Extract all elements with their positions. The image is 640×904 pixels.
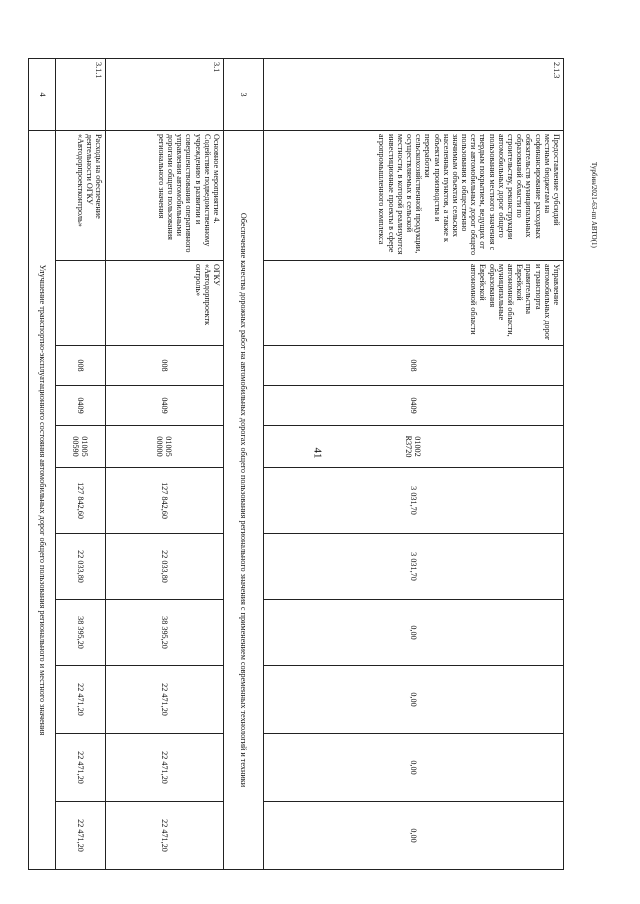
measure-name: Расходы на обеспечение деятельности ОГКУ «Автодорпроектконтроль» xyxy=(55,130,105,260)
rzpr-code: 0409 xyxy=(105,385,223,425)
measure-name: Предоставление субсидий местным бюджетам на софинансирование расходных обязательств муниципальных образований области по строительству, реконструкции автомобильных дорог общего пользования местного значения с твердым покрытием, ведущих от сети автомобильных дорог общего пользования к общественно значимым объектам сельских населенных пунктов, а также к объектам производства и переработки сельскохозяйственной продукции, осуществляемых в сельской местности, в которой реализуются инвестиционные проекты в сфере агропромышленного комплекса xyxy=(263,130,563,260)
table-row-3-1-1 xyxy=(55,58,106,870)
grbs-code: 008 xyxy=(263,345,563,385)
year-3-amount: 0,00 xyxy=(263,665,563,733)
rzpr-code: 0409 xyxy=(263,385,563,425)
grbs-code: 008 xyxy=(55,345,105,385)
section-title: Улучшение транспортно-эксплуатационного состояния автомобильных дорог общего пользования регионального и местного значения xyxy=(29,130,55,870)
csr-code: 01005 00000 xyxy=(105,425,223,467)
csr-code: 01005 00590 xyxy=(55,425,105,467)
year-4-amount: 0,00 xyxy=(263,733,563,801)
table-row-3-1 xyxy=(105,58,224,870)
year-5-amount: 22 471,20 xyxy=(105,801,223,870)
year-2-amount: 38 395,20 xyxy=(55,599,105,665)
year-1-amount: 22 033,80 xyxy=(105,533,223,599)
document-footer: Турбин/2021-63-пп АВТО(1) xyxy=(590,162,598,248)
executor: Управление автомобильных дорог и транспорта правительства Еврейской автономной области, муниципальные образования Еврейской автономной области xyxy=(263,260,563,345)
total-amount: 127 842,60 xyxy=(105,467,223,533)
executor xyxy=(55,260,105,345)
row-number: 3 xyxy=(223,58,263,130)
executor: ОГКУ «Автодорпроектк онтроль» xyxy=(105,260,223,345)
table-row-4 xyxy=(28,58,56,870)
csr-code: 01002 R3720 xyxy=(263,425,563,467)
year-1-amount: 3 031,70 xyxy=(263,533,563,599)
year-2-amount: 0,00 xyxy=(263,599,563,665)
grbs-code: 008 xyxy=(105,345,223,385)
measure-name: Основное мероприятие 4. Содействие подведомственному учреждению в развитии и совершенствовании оперативного управления автомобильными дорогами общего пользования регионального значения xyxy=(105,130,223,260)
budget-table xyxy=(37,58,564,870)
year-3-amount: 22 471,20 xyxy=(105,665,223,733)
row-number: 3.1.1 xyxy=(55,58,105,130)
year-4-amount: 22 471,20 xyxy=(55,733,105,801)
year-1-amount: 22 033,80 xyxy=(55,533,105,599)
year-2-amount: 38 395,20 xyxy=(105,599,223,665)
table-row-3 xyxy=(223,58,264,870)
total-amount: 127 842,60 xyxy=(55,467,105,533)
year-5-amount: 0,00 xyxy=(263,801,563,870)
row-number: 4 xyxy=(29,58,55,130)
rzpr-code: 0409 xyxy=(55,385,105,425)
row-number: 3.1 xyxy=(105,58,223,130)
row-number: 2.1.3 xyxy=(263,58,563,130)
table-row-2-1-3 xyxy=(263,58,564,870)
page-number: 41 xyxy=(311,447,324,459)
year-5-amount: 22 471,20 xyxy=(55,801,105,870)
year-3-amount: 22 471,20 xyxy=(55,665,105,733)
section-title: Обеспечение качества дорожных работ на автомобильных дорогах общего пользования регионального значения с применением современных технологий и техники xyxy=(223,130,263,870)
total-amount: 3 031,70 xyxy=(263,467,563,533)
year-4-amount: 22 471,20 xyxy=(105,733,223,801)
